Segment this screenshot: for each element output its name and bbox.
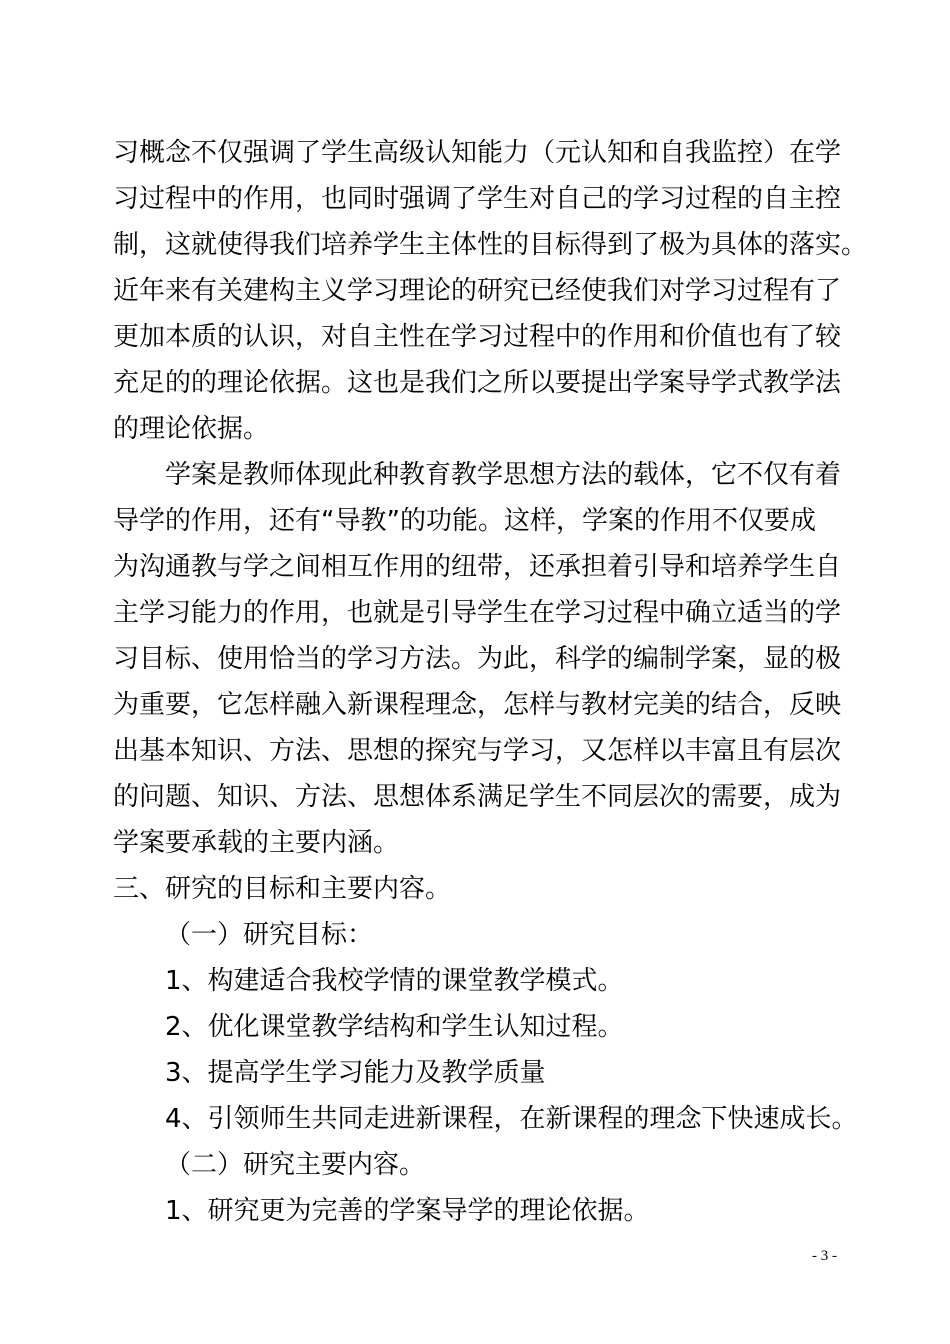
text-line: 制，这就使得我们培养学生主体性的目标得到了极为具体的落实。 bbox=[113, 230, 868, 260]
text-line: 出基本知识、方法、思想的探究与学习，又怎样以丰富且有层次 bbox=[113, 736, 842, 766]
list-item: 1、研究更为完善的学案导学的理论依据。 bbox=[165, 1196, 650, 1226]
text-line: 的理论依据。 bbox=[113, 414, 270, 444]
text-line: 为重要，它怎样融入新课程理念，怎样与教材完美的结合，反映 bbox=[113, 690, 842, 720]
text-line: 学案要承载的主要内涵。 bbox=[113, 828, 400, 858]
text-line: 的问题、知识、方法、思想体系满足学生不同层次的需要，成为 bbox=[113, 782, 842, 812]
text-line: 习概念不仅强调了学生高级认知能力（元认知和自我监控）在学 bbox=[113, 138, 842, 168]
list-item: 2、优化课堂教学结构和学生认知过程。 bbox=[165, 1012, 624, 1042]
list-item: 4、引领师生共同走进新课程，在新课程的理念下快速成长。 bbox=[165, 1104, 858, 1134]
text-line: 主学习能力的作用，也就是引导学生在学习过程中确立适当的学 bbox=[113, 598, 842, 628]
subsection-heading: （一）研究目标： bbox=[165, 920, 374, 950]
text-line: 更加本质的认识，对自主性在学习过程中的作用和价值也有了较 bbox=[113, 322, 842, 352]
text-line: 导学的作用，还有“导教”的功能。这样，学案的作用不仅要成 bbox=[113, 506, 816, 536]
section-heading: 三、研究的目标和主要内容。 bbox=[113, 874, 452, 904]
text-line: 习过程中的作用，也同时强调了学生对自己的学习过程的自主控 bbox=[113, 184, 842, 214]
text-line: 为沟通教与学之间相互作用的纽带，还承担着引导和培养学生自 bbox=[113, 552, 842, 582]
text-line: 习目标、使用恰当的学习方法。为此，科学的编制学案，显的极 bbox=[113, 644, 842, 674]
text-line: 学案是教师体现此种教育教学思想方法的载体，它不仅有着 bbox=[165, 460, 842, 490]
body-text bbox=[113, 130, 868, 1234]
text-line: 近年来有关建构主义学习理论的研究已经使我们对学习过程有了 bbox=[113, 276, 842, 306]
list-item: 1、构建适合我校学情的课堂教学模式。 bbox=[165, 966, 624, 996]
page-number: - 3 - bbox=[812, 1248, 837, 1264]
text-line: 充足的的理论依据。这也是我们之所以要提出学案导学式教学法 bbox=[113, 368, 842, 398]
subsection-heading: （二）研究主要内容。 bbox=[165, 1150, 426, 1180]
list-item: 3、提高学生学习能力及教学质量 bbox=[165, 1058, 546, 1088]
